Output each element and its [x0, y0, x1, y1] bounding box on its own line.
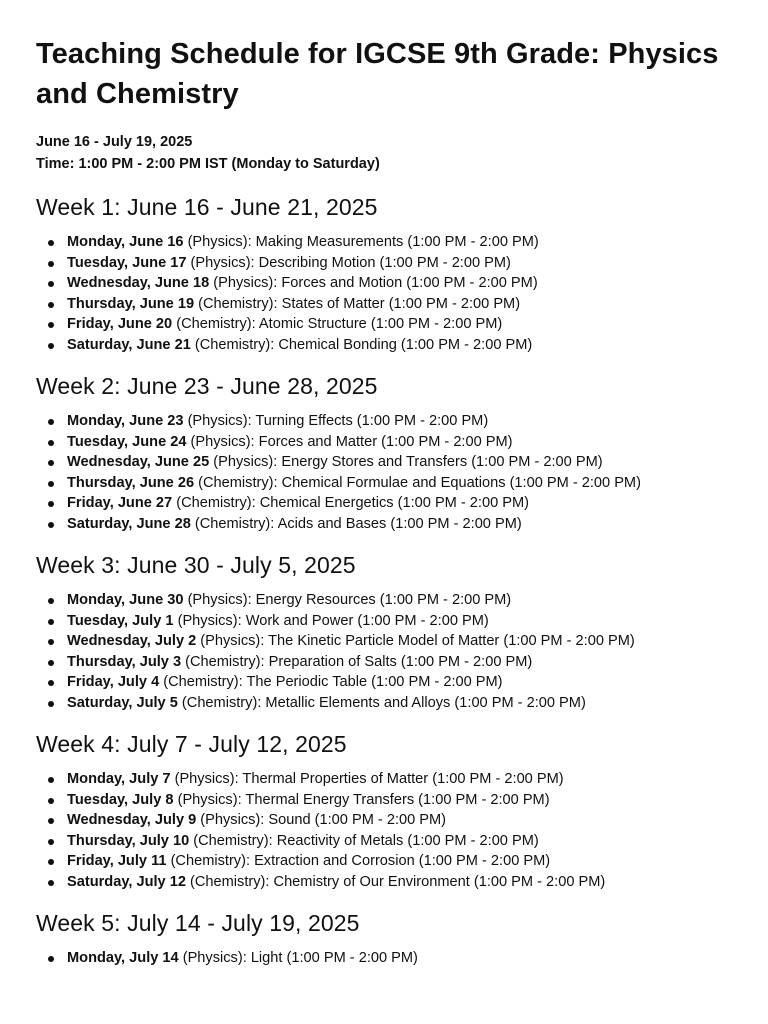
session-item [36, 851, 748, 872]
week-3-section [36, 550, 748, 713]
session-day: Wednesday, June 18 [67, 275, 210, 291]
session-day: Saturday, July 5 [67, 694, 178, 711]
session-day: Monday, June 23 [67, 413, 184, 429]
session-detail: (Physics): Work and Power (1:00 PM - 2:00 PM) [173, 612, 489, 629]
week-5-section [36, 908, 748, 969]
session-day: Wednesday, July 9 [67, 812, 197, 828]
session-item [36, 652, 748, 673]
session-detail: (Chemistry): States of Matter (1:00 PM - 2:00 PM) [194, 295, 521, 312]
session-day: Tuesday, July 8 [67, 791, 174, 808]
session-detail: (Chemistry): Atomic Structure (1:00 PM - 2:00 PM) [172, 316, 503, 332]
session-day: Monday, July 14 [67, 950, 179, 966]
session-item [36, 948, 748, 969]
session-item [36, 314, 748, 335]
session-detail: (Physics): Energy Resources (1:00 PM - 2:00 PM) [183, 592, 512, 608]
week-heading: Week 2: June 23 - June 28, 2025 [36, 373, 378, 399]
session-day: Saturday, July 12 [67, 873, 186, 890]
session-item [36, 693, 748, 714]
page-title: Teaching Schedule for IGCSE 9th Grade: Physics and Chemistry [36, 38, 719, 110]
session-detail: (Chemistry): Acids and Bases (1:00 PM - 2:00 PM) [190, 515, 522, 532]
session-item [36, 473, 748, 494]
session-list [36, 769, 748, 892]
session-day: Friday, July 11 [67, 853, 167, 869]
session-item [36, 514, 748, 535]
session-detail: (Physics): Light (1:00 PM - 2:00 PM) [178, 950, 418, 966]
session-item [36, 493, 748, 514]
session-day: Thursday, June 26 [67, 474, 195, 491]
session-list [36, 948, 748, 969]
session-day: Thursday, June 19 [67, 295, 195, 312]
session-day: Friday, June 27 [67, 495, 173, 511]
session-item [36, 273, 748, 294]
session-detail: (Physics): The Kinetic Particle Model of Matter (1:00 PM - 2:00 PM) [196, 633, 635, 649]
session-day: Saturday, June 21 [67, 336, 191, 353]
week-4-section [36, 729, 748, 892]
session-detail: (Physics): Describing Motion (1:00 PM - 2:00 PM) [186, 254, 511, 271]
session-detail: (Chemistry): Reactivity of Metals (1:00 PM - 2:00 PM) [189, 832, 539, 849]
session-day: Tuesday, June 17 [67, 254, 187, 271]
session-detail: (Physics): Forces and Matter (1:00 PM - 2:00 PM) [186, 433, 513, 450]
session-day: Wednesday, June 25 [67, 454, 210, 470]
session-item [36, 831, 748, 852]
week-1-section [36, 192, 748, 355]
session-detail: (Chemistry): Metallic Elements and Alloys (1:00 PM - 2:00 PM) [177, 694, 586, 711]
session-day: Monday, July 7 [67, 771, 171, 787]
session-item [36, 790, 748, 811]
session-detail: (Physics): Sound (1:00 PM - 2:00 PM) [196, 812, 447, 828]
session-detail: (Chemistry): Chemical Bonding (1:00 PM - 2:00 PM) [190, 336, 533, 353]
session-day: Monday, June 30 [67, 592, 184, 608]
session-list [36, 590, 748, 713]
session-list [36, 232, 748, 355]
session-day: Wednesday, July 2 [67, 633, 197, 649]
session-item [36, 769, 748, 790]
session-day: Monday, June 16 [67, 234, 184, 250]
session-item [36, 631, 748, 652]
time-info: Time: 1:00 PM - 2:00 PM IST (Monday to Saturday) [36, 156, 380, 172]
session-day: Tuesday, July 1 [67, 612, 174, 629]
session-item [36, 452, 748, 473]
session-detail: (Chemistry): Extraction and Corrosion (1:00 PM - 2:00 PM) [166, 853, 551, 869]
session-day: Thursday, July 10 [67, 832, 190, 849]
week-2-section [36, 371, 748, 534]
session-item [36, 253, 748, 274]
session-day: Saturday, June 28 [67, 515, 191, 532]
session-day: Friday, June 20 [67, 316, 173, 332]
date-range: June 16 - July 19, 2025 [36, 134, 193, 150]
session-detail: (Chemistry): Preparation of Salts (1:00 PM - 2:00 PM) [181, 653, 533, 670]
session-detail: (Chemistry): Chemical Energetics (1:00 PM - 2:00 PM) [172, 495, 530, 511]
session-item [36, 672, 748, 693]
week-heading: Week 5: July 14 - July 19, 2025 [36, 910, 360, 936]
session-detail: (Physics): Forces and Motion (1:00 PM - 2:00 PM) [209, 275, 538, 291]
session-item [36, 294, 748, 315]
session-item [36, 232, 748, 253]
session-detail: (Physics): Making Measurements (1:00 PM - 2:00 PM) [183, 234, 539, 250]
session-item [36, 810, 748, 831]
session-item [36, 611, 748, 632]
session-detail: (Physics): Thermal Properties of Matter (1:00 PM - 2:00 PM) [170, 771, 564, 787]
session-detail: (Chemistry): Chemistry of Our Environment (1:00 PM - 2:00 PM) [185, 873, 606, 890]
session-item [36, 411, 748, 432]
week-heading: Week 3: June 30 - July 5, 2025 [36, 552, 356, 578]
session-day: Tuesday, June 24 [67, 433, 187, 450]
session-detail: (Physics): Energy Stores and Transfers (1:00 PM - 2:00 PM) [209, 454, 603, 470]
schedule-meta [36, 131, 748, 175]
week-heading: Week 4: July 7 - July 12, 2025 [36, 731, 347, 757]
session-day: Thursday, July 3 [67, 653, 182, 670]
session-item [36, 335, 748, 356]
session-detail: (Physics): Thermal Energy Transfers (1:00 PM - 2:00 PM) [173, 791, 550, 808]
session-item [36, 432, 748, 453]
session-day: Friday, July 4 [67, 674, 160, 690]
session-detail: (Chemistry): Chemical Formulae and Equations (1:00 PM - 2:00 PM) [194, 474, 641, 491]
session-item [36, 590, 748, 611]
session-detail: (Physics): Turning Effects (1:00 PM - 2:00 PM) [183, 413, 489, 429]
session-detail: (Chemistry): The Periodic Table (1:00 PM - 2:00 PM) [159, 674, 503, 690]
session-list [36, 411, 748, 534]
week-heading: Week 1: June 16 - June 21, 2025 [36, 194, 378, 220]
session-item [36, 872, 748, 893]
